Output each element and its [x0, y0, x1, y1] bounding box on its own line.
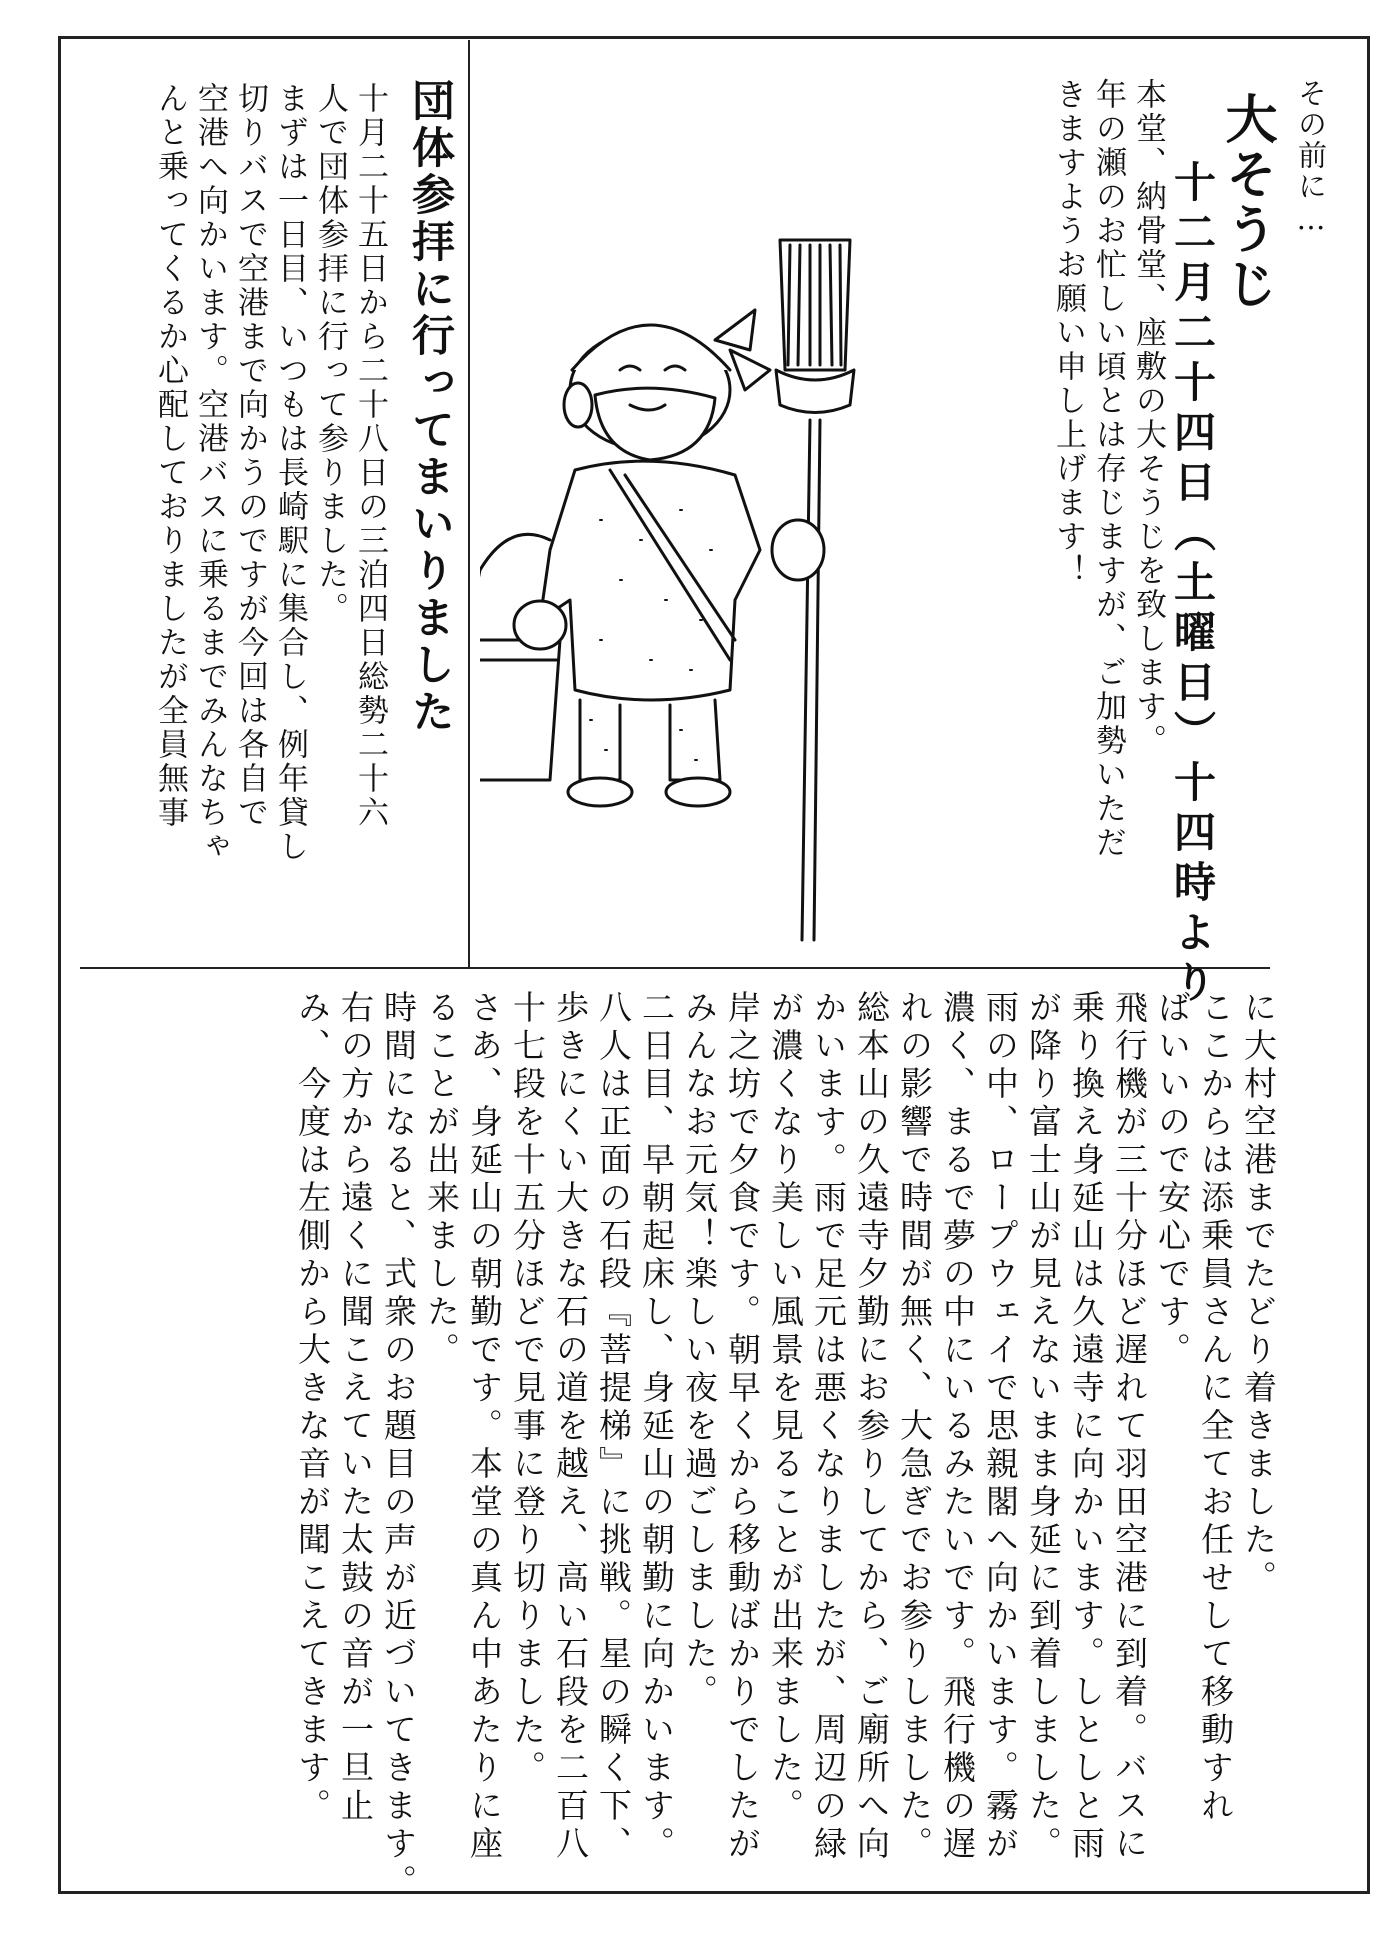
- body-icon: [540, 461, 824, 806]
- horizontal-divider: [80, 967, 1270, 969]
- pilgrimage-body: 十月二十五日から二十八日の三泊四日総勢二十六 人で団体参拝に行って参りました。 まずは一日目、いつもは長崎駅に集合し、例年貸し 切りバスで空港まで向かうのですが今回は各自で 空港へ向かいます。空港バスに乗るまでみんなちゃ んと乗ってくるか心配しておりましたが全員無事: [152, 82, 388, 864]
- cleaning-body: 本堂、納骨堂、座敷の大そうじを致します。 年の瀬のお忙しい頃とは存じますが、ご加勢いただ きますようお願い申し上げます！: [1050, 78, 1166, 860]
- cleaning-datetime: 十二月二十四日（土曜日）十四時より: [1168, 160, 1217, 1010]
- pilgrimage-title: 団体参拝に行ってまいりました: [405, 78, 455, 736]
- head-icon: [564, 310, 770, 460]
- broom-icon: [776, 240, 854, 940]
- vertical-divider: [468, 40, 470, 967]
- cleaning-title: 大そうじ: [1216, 92, 1277, 312]
- monk-cleaning-illustration: [480, 220, 880, 960]
- cleaning-kicker: その前に…: [1294, 78, 1328, 238]
- pilgrimage-continuation: に大村空港までたどり着きました。 ここからは添乗員さんに全てお任せして移動すれ ばいいので安心です。 飛行機が三十分ほど遅れて羽田空港に到着。バスに 乗り換え身延山は久遠寺に向かいます。しとしと雨 が降り富士山が見えないまま身延に到着しました。 雨の中、ロープウェイで思親閣へ向かいます。霧が 濃く、まるで夢の中にいるみたいです。飛行機の遅 れの影響で時間が無く、大急ぎでお参りしました。 総本山の久遠寺夕勤にお参りしてから、ご廟所へ向 かいます。雨で足元は悪くなりましたが、周辺の緑 が濃くなり美しい風景を見ることが出来ました。 岸之坊で夕食です。朝早くから移動ばかりでしたが みんなお元気！楽しい夜を過ごしました。 二日目、早朝起床し、身延山の朝勤に向かいます。 八人は正面の石段『菩提梯』に挑戦。星の瞬く下、 歩きにくい大きな石の道を越え、高い石段を二百八 十七段を十五分ほどで見事に登り切りました。 さあ、身延山の朝勤です。本堂の真ん中あたりに座 ることが出来ました。 時間になると、式衆のお題目の声が近づいてきます。 右の方から遠くに聞こえていた太鼓の音が一旦止 み、今度は左側から大きな音が聞こえてきます。: [293, 990, 1278, 1902]
